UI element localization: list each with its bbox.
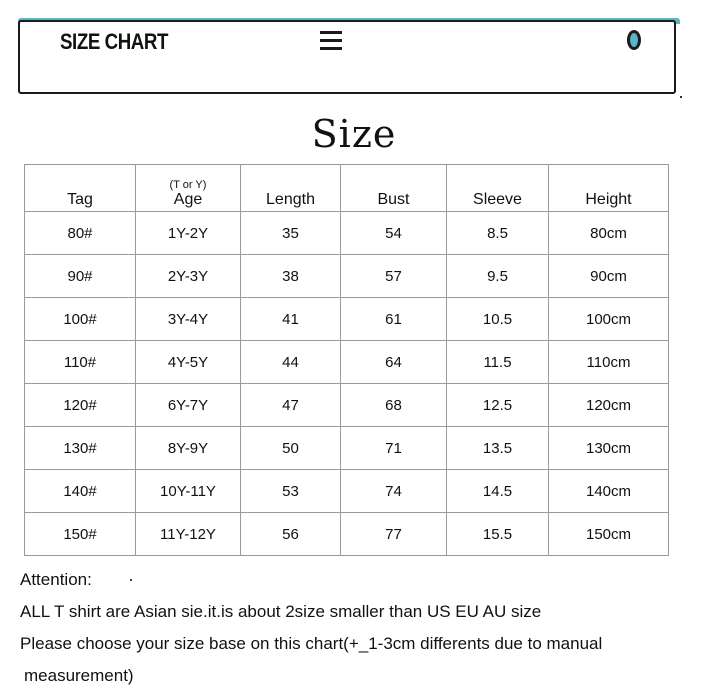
cell-sleeve: 14.5 <box>447 470 549 513</box>
cell-tag: 130# <box>25 427 136 470</box>
cell-age: 4Y-5Y <box>136 341 241 384</box>
cell-bust: 57 <box>341 255 447 298</box>
cell-sleeve: 8.5 <box>447 212 549 255</box>
attention-heading: Attention: <box>20 570 92 589</box>
cell-length: 56 <box>241 513 341 556</box>
cell-height: 90cm <box>549 255 669 298</box>
cell-height: 80cm <box>549 212 669 255</box>
cell-height: 130cm <box>549 427 669 470</box>
table-row <box>25 513 669 556</box>
cell-height: 150cm <box>549 513 669 556</box>
cell-tag: 120# <box>25 384 136 427</box>
cell-sleeve: 9.5 <box>447 255 549 298</box>
age-label: Age <box>173 191 203 208</box>
cell-tag: 110# <box>25 341 136 384</box>
size-table <box>24 164 669 556</box>
speck-decoration <box>680 96 682 98</box>
cell-height: 140cm <box>549 470 669 513</box>
cell-length: 44 <box>241 341 341 384</box>
column-header-age <box>136 165 241 212</box>
cell-length: 35 <box>241 212 341 255</box>
column-header-tag: Tag <box>25 165 136 212</box>
cell-bust: 68 <box>341 384 447 427</box>
cell-bust: 54 <box>341 212 447 255</box>
cell-bust: 77 <box>341 513 447 556</box>
section-title: Size <box>311 112 397 156</box>
cell-height: 120cm <box>549 384 669 427</box>
cell-age: 11Y-12Y <box>136 513 241 556</box>
attention-line-3: measurement) <box>24 666 134 685</box>
cell-bust: 64 <box>341 341 447 384</box>
cell-length: 47 <box>241 384 341 427</box>
hamburger-menu-icon[interactable] <box>320 31 342 51</box>
cell-sleeve: 15.5 <box>447 513 549 556</box>
speck-decoration <box>130 579 132 581</box>
table-row <box>25 384 669 427</box>
table-header-row <box>25 165 669 212</box>
table-row <box>25 255 669 298</box>
table-row <box>25 298 669 341</box>
cell-tag: 150# <box>25 513 136 556</box>
cell-age: 1Y-2Y <box>136 212 241 255</box>
table-row <box>25 341 669 384</box>
column-header-bust: Bust <box>341 165 447 212</box>
cell-age: 3Y-4Y <box>136 298 241 341</box>
column-header-length: Length <box>241 165 341 212</box>
cell-height: 110cm <box>549 341 669 384</box>
cell-sleeve: 10.5 <box>447 298 549 341</box>
attention-line-2: Please choose your size base on this chart(+_1-3cm differents due to manual <box>20 634 603 653</box>
cell-length: 53 <box>241 470 341 513</box>
cell-tag: 90# <box>25 255 136 298</box>
cell-sleeve: 13.5 <box>447 427 549 470</box>
cell-age: 10Y-11Y <box>136 470 241 513</box>
column-header-sleeve: Sleeve <box>447 165 549 212</box>
cell-sleeve: 11.5 <box>447 341 549 384</box>
cell-sleeve: 12.5 <box>447 384 549 427</box>
cell-bust: 61 <box>341 298 447 341</box>
column-header-height: Height <box>549 165 669 212</box>
circle-icon[interactable] <box>627 30 641 50</box>
table-row <box>25 427 669 470</box>
table-row <box>25 212 669 255</box>
cell-age: 6Y-7Y <box>136 384 241 427</box>
cell-age: 8Y-9Y <box>136 427 241 470</box>
cell-tag: 100# <box>25 298 136 341</box>
cell-tag: 80# <box>25 212 136 255</box>
cell-tag: 140# <box>25 470 136 513</box>
cell-length: 41 <box>241 298 341 341</box>
cell-age: 2Y-3Y <box>136 255 241 298</box>
table-row <box>25 470 669 513</box>
attention-line-1: ALL T shirt are Asian sie.it.is about 2size smaller than US EU AU size <box>20 602 542 621</box>
header-title: SIZE CHART <box>60 29 168 54</box>
attention-notes <box>20 564 700 692</box>
cell-bust: 74 <box>341 470 447 513</box>
cell-bust: 71 <box>341 427 447 470</box>
cell-length: 50 <box>241 427 341 470</box>
cell-length: 38 <box>241 255 341 298</box>
cell-height: 100cm <box>549 298 669 341</box>
age-note: (T or Y) <box>169 179 207 191</box>
